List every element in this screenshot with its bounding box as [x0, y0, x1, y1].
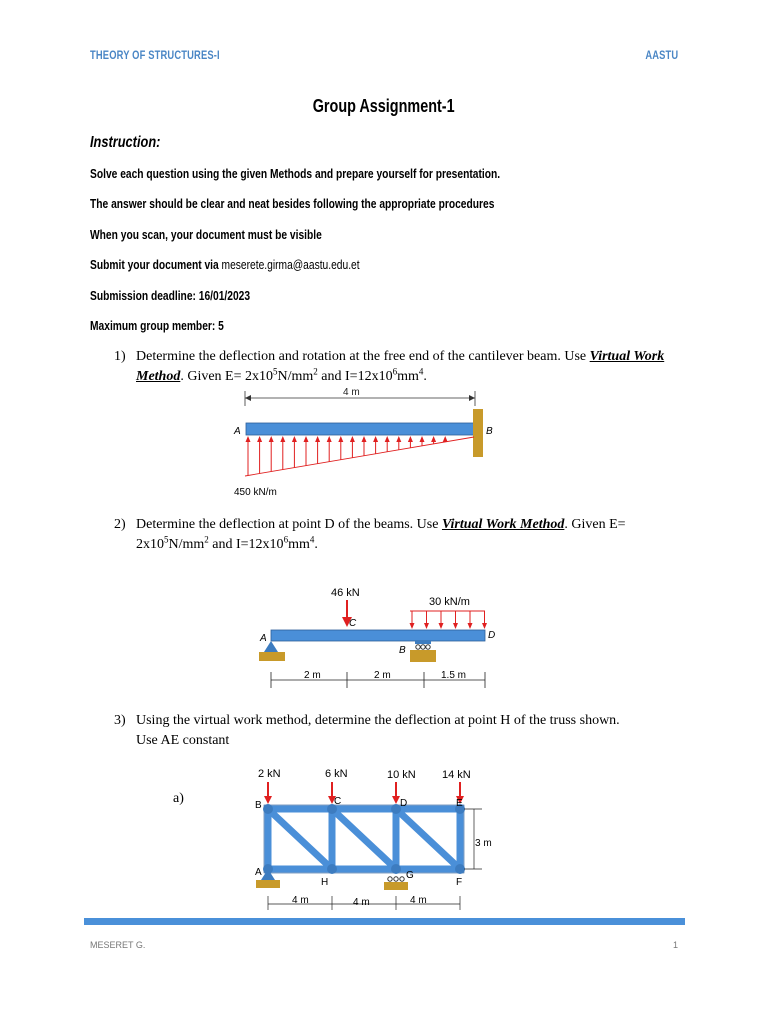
roller-support-top — [415, 641, 431, 644]
load-arrow-head — [315, 436, 320, 442]
header-course-title: THEORY OF STRUCTURES-I — [90, 48, 220, 62]
udl-arrow-head — [482, 623, 487, 629]
udl-arrows — [410, 611, 488, 629]
pin-support-base — [259, 652, 285, 661]
instruction-heading: Instruction: — [90, 134, 161, 151]
roller-support-base — [384, 882, 408, 890]
load-label-4: 14 kN — [442, 769, 471, 781]
label-d: D — [488, 630, 496, 641]
udl-label: 30 kN/m — [429, 596, 470, 608]
load-arrow-head — [246, 436, 251, 442]
load-arrow-head — [396, 436, 401, 442]
node-d: D — [400, 798, 408, 809]
instruction-line-4 — [90, 258, 360, 272]
q1-e-unit: N/mm — [277, 369, 314, 384]
header-university: AASTU — [644, 48, 678, 62]
q2-e-exp: 5 — [164, 534, 169, 545]
dim-label-1: 2 m — [304, 670, 321, 681]
dim-label-2: 2 m — [374, 670, 391, 681]
q2-e-unit: N/mm — [168, 537, 205, 552]
udl-arrow-head — [424, 623, 429, 629]
truss-load-arrows — [264, 782, 464, 804]
load-arrow-head — [420, 436, 425, 442]
figure-cantilever-beam — [228, 382, 498, 502]
figure-overhang-beam — [252, 580, 502, 695]
load-label-3: 10 kN — [387, 769, 416, 781]
node-e: E — [456, 798, 463, 809]
q3-line2: Use AE constant — [136, 733, 230, 748]
q2-pre: Determine the deflection at point D of the beams. Use — [136, 517, 442, 532]
question-1-number: 1) — [114, 349, 126, 364]
load-arrow-head — [257, 436, 262, 442]
distributed-load-arrows — [246, 436, 448, 475]
beam — [271, 630, 485, 641]
load-arrow-head — [292, 436, 297, 442]
load-arrow-head — [443, 436, 448, 442]
sub-question-a: a) — [173, 791, 184, 806]
load-arrow-head — [280, 436, 285, 442]
q2-end: . — [314, 537, 318, 552]
truss-members — [268, 809, 460, 869]
label-a: A — [234, 426, 241, 437]
question-3-number: 3) — [114, 713, 126, 728]
node-f: F — [456, 877, 463, 888]
udl-arrow-head — [410, 623, 415, 629]
beam — [246, 423, 474, 435]
dim-arrow-left — [245, 395, 251, 401]
dim-arrow-right — [469, 395, 475, 401]
load-arrow-head — [327, 436, 332, 442]
udl-arrow-head — [453, 623, 458, 629]
page-title — [0, 96, 768, 117]
submit-email: meserete.girma@aastu.edu.et — [221, 258, 360, 272]
submit-label: Submit your document via — [90, 258, 222, 272]
roller-wheels — [388, 877, 404, 881]
q1-end: . — [423, 369, 427, 384]
question-2-number: 2) — [114, 517, 126, 532]
instruction-line-2: The answer should be clear and neat besides following the appropriate procedures — [90, 197, 495, 211]
q1-i-unit-exp: 4 — [418, 366, 424, 377]
q2-i-exp: 6 — [283, 534, 289, 545]
load-slope-line — [245, 437, 474, 476]
load-arrow-head — [373, 436, 378, 442]
load-arrow-head — [269, 436, 274, 442]
roller-wheels — [416, 645, 430, 649]
q2-i-unit: mm — [288, 537, 310, 552]
q1-i-unit: mm — [397, 369, 419, 384]
q1-pre: Determine the deflection and rotation at the free end of the cantilever beam. Use — [136, 349, 590, 364]
load-arrow-head — [408, 436, 413, 442]
q2-method: Virtual Work Method — [441, 517, 565, 532]
span-label-2: 4 m — [353, 897, 370, 908]
q2-given: . Given E= — [564, 517, 626, 532]
load-arrow-head — [338, 436, 343, 442]
pin-support-base — [256, 880, 280, 888]
span-label-3: 4 m — [410, 895, 427, 906]
q1-method: Virtual Work Method — [136, 349, 665, 384]
page-title-text: Group Assignment-1 — [313, 96, 455, 116]
q2-line2a: 2x10 — [136, 537, 164, 552]
q1-i-text: and I=12x10 — [317, 369, 393, 384]
question-1-text — [136, 347, 676, 387]
load-arrow-head — [304, 436, 309, 442]
load-label-1: 2 kN — [258, 768, 281, 780]
udl-arrow-head — [468, 623, 473, 629]
instruction-line-5: Submission deadline: 16/01/2023 — [90, 289, 251, 303]
load-arrow-head — [350, 436, 355, 442]
node-c: C — [334, 796, 342, 807]
instruction-line-3: When you scan, your document must be visible — [90, 228, 322, 242]
footer-page-number: 1 — [672, 940, 678, 950]
q2-i-text: and I=12x10 — [208, 537, 284, 552]
load-arrow-head — [385, 436, 390, 442]
load-arrow-head — [431, 436, 436, 442]
span-label: 4 m — [343, 387, 360, 398]
q1-e-exp: 5 — [273, 366, 278, 377]
footer-author: MESERET G. — [90, 940, 146, 950]
point-load-label: 46 kN — [331, 587, 360, 599]
roller-support-base — [410, 650, 436, 662]
label-b: B — [399, 645, 406, 656]
q2-e-unit-exp: 2 — [204, 534, 209, 545]
fixed-support — [473, 409, 483, 457]
q1-i-exp: 6 — [392, 366, 398, 377]
footer-bar — [84, 918, 685, 925]
q1-e-unit-exp: 2 — [313, 366, 318, 377]
truss-load-arrow-head — [392, 796, 400, 804]
node-h: H — [321, 877, 329, 888]
dim-label-3: 1.5 m — [441, 670, 467, 681]
instruction-line-1: Solve each question using the given Methods and prepare yourself for presentation. — [90, 167, 501, 181]
question-3-text — [136, 711, 676, 751]
load-label: 450 kN/m — [234, 487, 277, 498]
truss-load-labels — [258, 768, 471, 781]
label-a: A — [260, 633, 267, 644]
load-arrow-head — [362, 436, 367, 442]
figure-truss — [250, 762, 510, 912]
label-b: B — [486, 426, 493, 437]
height-label: 3 m — [475, 838, 492, 849]
q2-i-unit-exp: 4 — [309, 534, 315, 545]
node-a: A — [255, 867, 262, 878]
q1-given: . Given E= 2x10 — [180, 369, 274, 384]
instruction-line-6: Maximum group member: 5 — [90, 319, 224, 333]
node-g: G — [406, 870, 414, 881]
load-label-2: 6 kN — [325, 768, 348, 780]
question-2-text — [136, 515, 676, 555]
span-label-1: 4 m — [292, 895, 309, 906]
label-c: C — [349, 618, 357, 629]
q3-line1: Using the virtual work method, determine the deflection at point H of the truss shown. — [136, 713, 620, 728]
truss-load-arrow-head — [264, 796, 272, 804]
udl-arrow-head — [439, 623, 444, 629]
node-b: B — [255, 800, 262, 811]
